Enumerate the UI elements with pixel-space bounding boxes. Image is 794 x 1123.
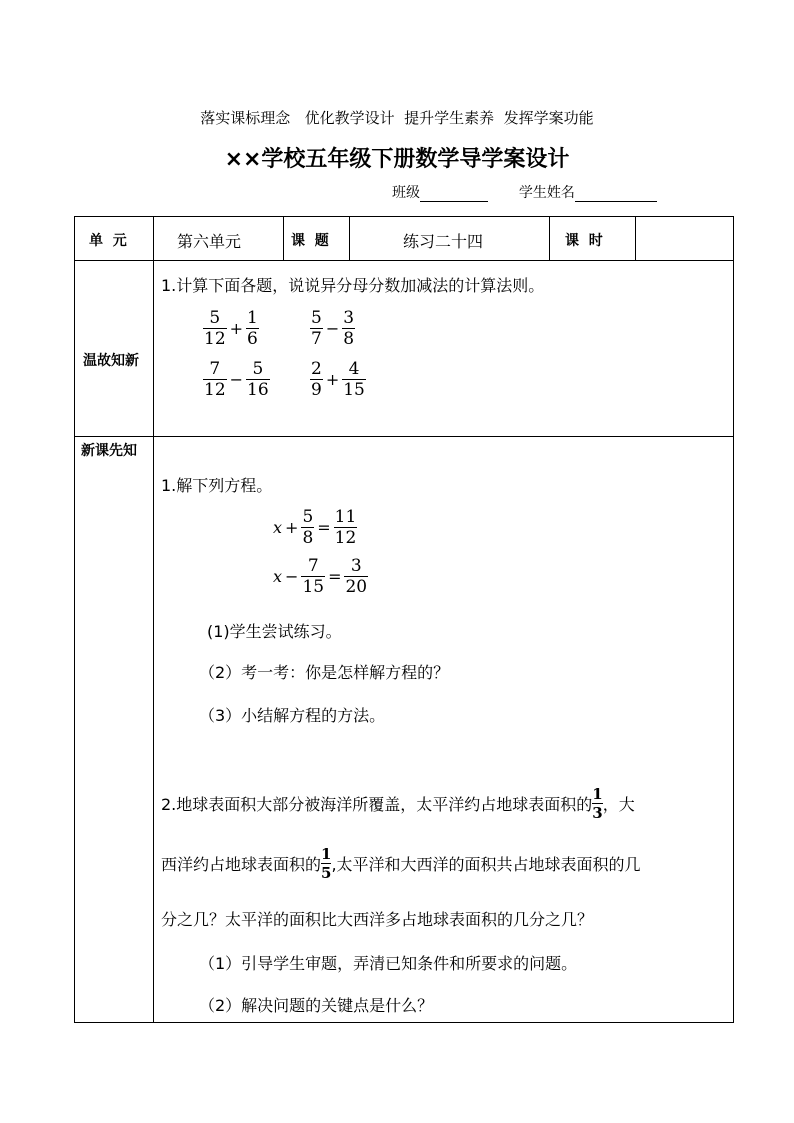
numerator: 3 bbox=[350, 556, 362, 576]
denominator: 8 bbox=[302, 528, 314, 548]
numerator: 2 bbox=[311, 359, 322, 379]
denominator: 6 bbox=[247, 329, 258, 349]
q2-line1 bbox=[161, 785, 635, 822]
topic-label: 课 题 bbox=[291, 233, 329, 249]
q2-step: （1）引导学生审题，弄清已知条件和所要求的问题。 bbox=[199, 954, 578, 973]
col-divider bbox=[549, 217, 550, 260]
review-question: 1.计算下面各题，说说异分母分数加减法的计算法则。 bbox=[161, 276, 545, 295]
denominator: 12 bbox=[204, 329, 226, 349]
denominator: 15 bbox=[343, 380, 365, 400]
q1-step: （2）考一考：你是怎样解方程的？ bbox=[199, 663, 450, 682]
q2-text: 2.地球表面积大部分被海洋所覆盖，太平洋约占地球表面积的 bbox=[161, 795, 593, 814]
numerator: 1 bbox=[247, 308, 258, 328]
numerator: 4 bbox=[348, 359, 360, 379]
variable: x bbox=[273, 567, 283, 586]
equals-sign: = bbox=[317, 518, 331, 537]
numerator: 5 bbox=[302, 507, 314, 527]
row-divider bbox=[75, 260, 733, 261]
review-label: 温故知新 bbox=[83, 353, 139, 369]
review-expr bbox=[310, 308, 355, 349]
operator: − bbox=[285, 567, 299, 586]
col-divider bbox=[153, 217, 154, 1022]
slogan: 落实课标理念 优化教学设计 提升学生素养 发挥学案功能 bbox=[200, 109, 594, 127]
class-blank[interactable] bbox=[420, 187, 488, 202]
row-divider bbox=[75, 436, 733, 437]
q2-line3: 分之几？太平洋的面积比大西洋多占地球表面积的几分之几？ bbox=[161, 910, 594, 929]
denominator: 20 bbox=[345, 577, 368, 597]
class-line bbox=[392, 182, 657, 202]
topic-value: 练习二十四 bbox=[403, 232, 484, 251]
operator: − bbox=[229, 370, 244, 389]
review-expr bbox=[203, 359, 270, 400]
new-lesson-label: 新课先知 bbox=[81, 443, 137, 459]
equals-sign: = bbox=[328, 567, 342, 586]
numerator: 7 bbox=[209, 359, 221, 379]
q1-text: 1.解下列方程。 bbox=[161, 476, 273, 495]
numerator: 5 bbox=[252, 359, 264, 379]
denominator: 3 bbox=[592, 804, 603, 822]
numerator: 5 bbox=[209, 308, 221, 328]
col-divider bbox=[635, 217, 636, 260]
student-name-label: 学生姓名 bbox=[518, 185, 575, 201]
numerator: 1 bbox=[321, 845, 332, 863]
numerator: 7 bbox=[307, 556, 319, 576]
numerator: 11 bbox=[334, 507, 357, 527]
q2-text: 西洋约占地球表面积的 bbox=[161, 855, 322, 874]
numerator: 3 bbox=[343, 308, 355, 328]
denominator: 7 bbox=[311, 329, 322, 349]
q2-text: ，大 bbox=[602, 795, 635, 814]
page-title: ××学校五年级下册数学导学案设计 bbox=[224, 147, 570, 172]
denominator: 12 bbox=[204, 380, 226, 400]
unit-label: 单 元 bbox=[89, 233, 127, 249]
operator: + bbox=[325, 370, 340, 389]
denominator: 9 bbox=[311, 380, 322, 400]
col-divider bbox=[349, 217, 350, 260]
unit-value: 第六单元 bbox=[177, 232, 242, 251]
q1-step: （3）小结解方程的方法。 bbox=[199, 706, 386, 725]
period-label: 课 时 bbox=[565, 233, 603, 249]
denominator: 16 bbox=[247, 380, 269, 400]
class-label: 班级 bbox=[392, 185, 420, 201]
numerator: 1 bbox=[592, 785, 603, 803]
col-divider bbox=[283, 217, 284, 260]
equation bbox=[273, 556, 368, 597]
operator: + bbox=[229, 319, 244, 338]
numerator: 5 bbox=[311, 308, 322, 328]
lesson-table bbox=[74, 216, 734, 1023]
fraction-one-fifth bbox=[321, 845, 331, 882]
operator: − bbox=[325, 319, 340, 338]
fraction-one-third bbox=[592, 785, 602, 822]
variable: x bbox=[273, 518, 283, 537]
denominator: 5 bbox=[321, 864, 332, 882]
review-expr bbox=[203, 308, 259, 349]
q1-step: (1)学生尝试练习。 bbox=[207, 622, 342, 641]
q2-step: （2）解决问题的关键点是什么？ bbox=[199, 996, 434, 1015]
q2-line2 bbox=[161, 845, 641, 882]
denominator: 8 bbox=[343, 329, 355, 349]
denominator: 15 bbox=[302, 577, 325, 597]
student-name-blank[interactable] bbox=[575, 187, 657, 202]
denominator: 12 bbox=[334, 528, 357, 548]
q2-text: ,太平洋和大西洋的面积共占地球表面积的几 bbox=[331, 855, 641, 874]
review-expr bbox=[310, 359, 366, 400]
operator: + bbox=[285, 518, 299, 537]
equation bbox=[273, 507, 357, 548]
